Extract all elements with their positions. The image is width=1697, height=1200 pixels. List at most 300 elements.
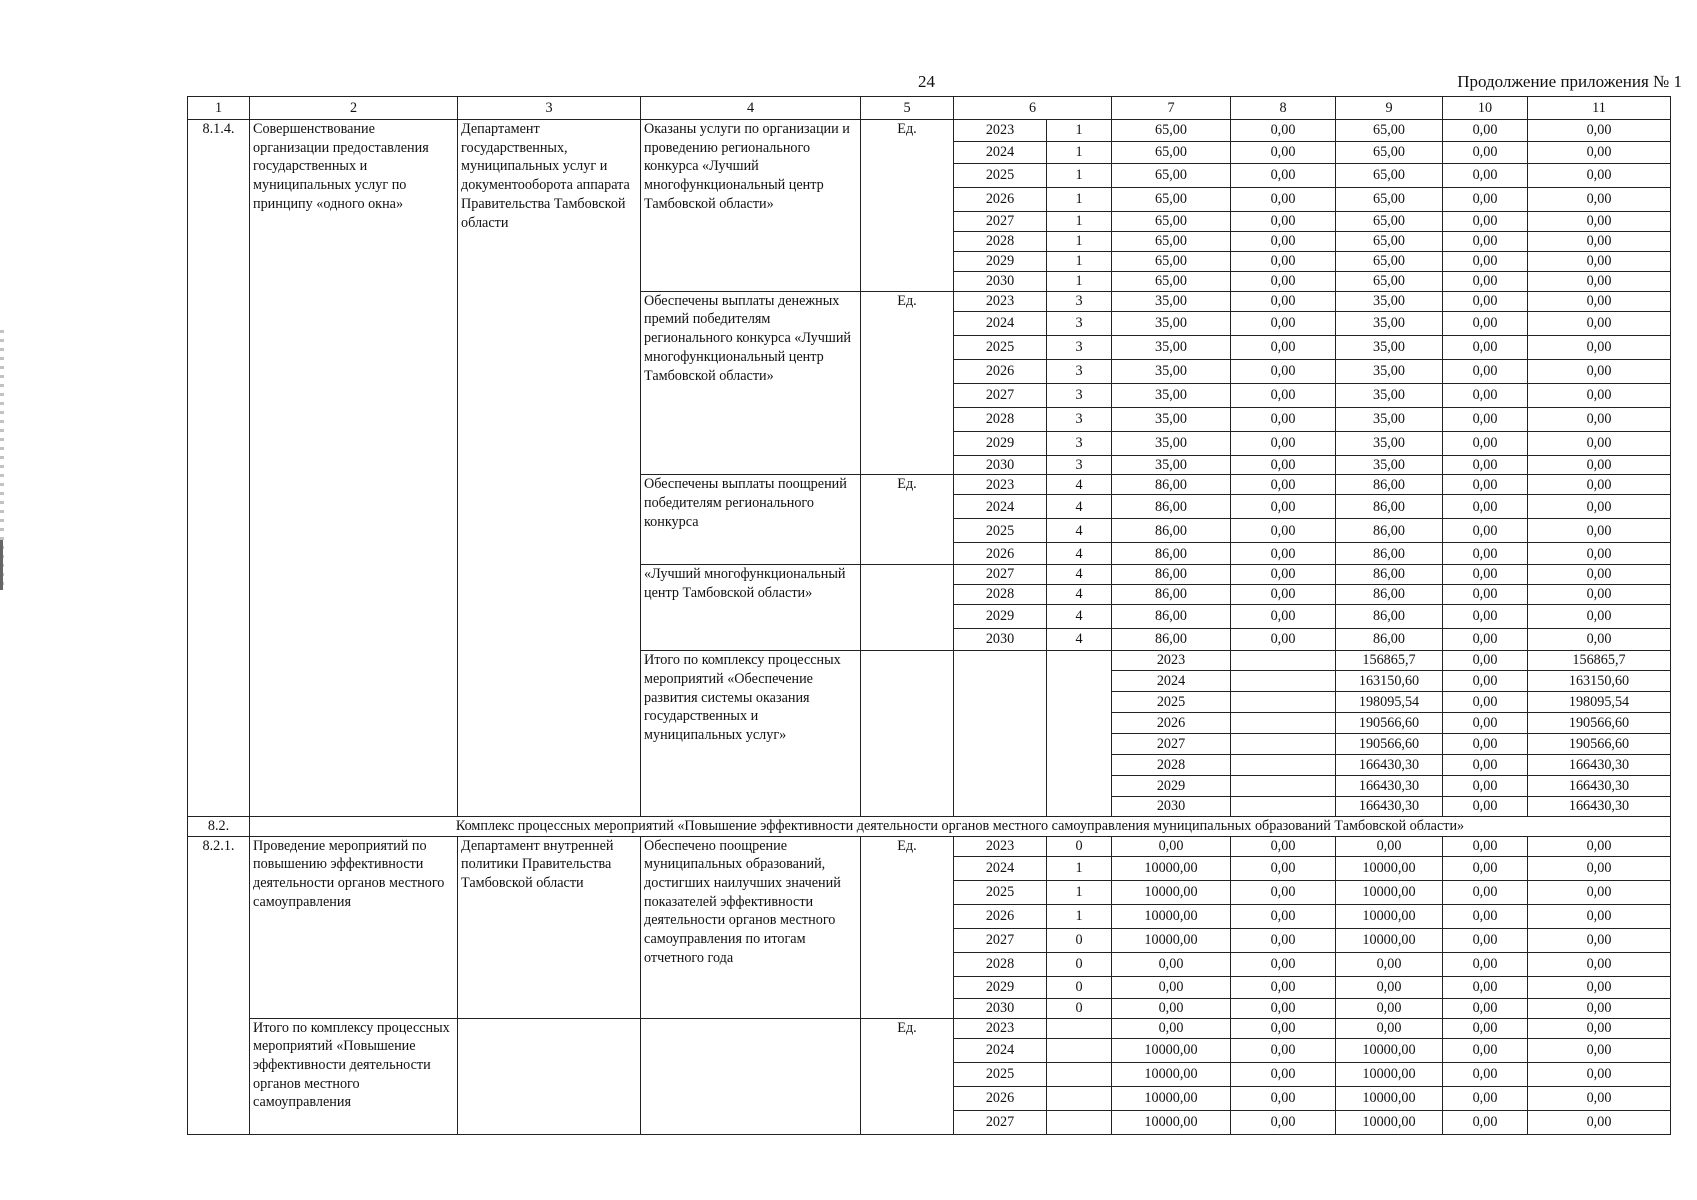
count-cell: 3 [1047,335,1112,359]
value-col7: 65,00 [1112,232,1231,252]
value-col9: 35,00 [1336,431,1443,455]
value-col11: 0,00 [1528,928,1671,952]
col-header: 8 [1231,97,1336,120]
scan-edge-mark [0,540,3,590]
value-col8: 0,00 [1231,407,1336,431]
year-cell: 2026 [954,1086,1047,1110]
value-col9: 166430,30 [1528,755,1671,776]
value-col8: 0,00 [1231,565,1336,585]
value-col11: 0,00 [1528,952,1671,976]
value-col7: 86,00 [1112,543,1231,565]
value-col8: 0,00 [1231,998,1336,1018]
year-cell: 2027 [954,1110,1047,1134]
table-row [188,120,1671,142]
count-cell [1047,1086,1112,1110]
value-col8: 0,00 [1443,671,1528,692]
value-col9: 35,00 [1336,383,1443,407]
value-col11: 0,00 [1528,1038,1671,1062]
value-col11: 0,00 [1528,1110,1671,1134]
table-row [188,836,1671,856]
year-cell: 2027 [954,383,1047,407]
value-col11: 0,00 [1528,904,1671,928]
value-col8: 0,00 [1231,880,1336,904]
value-col7: 190566,60 [1336,713,1443,734]
count-cell [1231,713,1336,734]
value-col7: 10000,00 [1112,1062,1231,1086]
section-title: Комплекс процессных мероприятий «Повышение эффективности деятельности органов местного самоуправления муниципальных образований Тамбовской области» [250,816,1671,836]
value-col10: 0,00 [1443,142,1528,164]
header-row [188,97,1671,120]
value-col8: 0,00 [1231,605,1336,629]
value-col8: 0,00 [1231,335,1336,359]
value-col8: 0,00 [1443,734,1528,755]
year-cell: 2024 [954,311,1047,335]
value-col7: 35,00 [1112,383,1231,407]
value-col9: 65,00 [1336,232,1443,252]
value-col8: 0,00 [1443,755,1528,776]
count-cell [1231,671,1336,692]
year-cell: 2030 [954,455,1047,475]
value-col9: 10000,00 [1336,904,1443,928]
value-col11: 0,00 [1528,383,1671,407]
count-cell: 3 [1047,407,1112,431]
value-col7: 35,00 [1112,311,1231,335]
value-col9: 35,00 [1336,335,1443,359]
value-col9: 0,00 [1336,836,1443,856]
year-cell: 2025 [954,335,1047,359]
activity-name: Совершенствование организации предоставления государственных и муниципальных услуг по принципу «одного окна» [250,120,458,817]
count-cell: 0 [1047,998,1112,1018]
value-col9: 35,00 [1336,291,1443,311]
count-cell: 1 [1047,120,1112,142]
value-col10: 0,00 [1443,1110,1528,1134]
count-cell: 4 [1047,519,1112,543]
value-col11: 0,00 [1528,252,1671,272]
activity-name: Проведение мероприятий по повышению эффективности деятельности органов местного самоуправления [250,836,458,1018]
year-cell: 2030 [1112,797,1231,817]
year-cell: 2023 [1112,651,1231,671]
value-col10: 0,00 [1443,998,1528,1018]
value-col8: 0,00 [1231,976,1336,998]
count-cell: 3 [1047,383,1112,407]
value-col10: 0,00 [1443,455,1528,475]
value-col10: 0,00 [1443,272,1528,292]
value-col9: 10000,00 [1336,928,1443,952]
value-col9: 86,00 [1336,543,1443,565]
table-row [188,1018,1671,1038]
value-col8: 0,00 [1231,272,1336,292]
count-cell: 4 [1047,565,1112,585]
value-col9: 166430,30 [1528,797,1671,817]
value-col8: 0,00 [1231,142,1336,164]
empty-cell [1047,651,1112,817]
value-col7: 86,00 [1112,585,1231,605]
value-col8: 0,00 [1231,952,1336,976]
value-col11: 0,00 [1528,1062,1671,1086]
result-text: Оказаны услуги по организации и проведению регионального конкурса «Лучший многофункциональный центр Тамбовской области» [641,120,861,292]
year-cell: 2029 [954,605,1047,629]
year-cell: 2023 [954,1018,1047,1038]
value-col8: 0,00 [1443,713,1528,734]
count-cell: 1 [1047,272,1112,292]
value-col7: 86,00 [1112,475,1231,495]
value-col10: 0,00 [1443,252,1528,272]
value-col9: 86,00 [1336,605,1443,629]
year-cell: 2028 [954,585,1047,605]
count-cell: 1 [1047,212,1112,232]
count-cell: 1 [1047,142,1112,164]
year-cell: 2024 [954,495,1047,519]
year-cell: 2023 [954,475,1047,495]
count-cell: 4 [1047,605,1112,629]
count-cell: 1 [1047,856,1112,880]
empty-cell [861,651,954,817]
count-cell: 3 [1047,455,1112,475]
value-col8: 0,00 [1231,252,1336,272]
year-cell: 2030 [954,272,1047,292]
value-col9: 156865,7 [1528,651,1671,671]
section-code: 8.2. [188,816,250,836]
year-cell: 2028 [954,232,1047,252]
value-col10: 0,00 [1443,976,1528,998]
value-col10: 0,00 [1443,291,1528,311]
value-col11: 0,00 [1528,605,1671,629]
year-cell: 2027 [954,565,1047,585]
value-col10: 0,00 [1443,407,1528,431]
count-cell: 1 [1047,880,1112,904]
value-col9: 65,00 [1336,142,1443,164]
year-cell: 2029 [954,976,1047,998]
year-cell: 2029 [954,431,1047,455]
value-col9: 86,00 [1336,629,1443,651]
value-col8: 0,00 [1231,585,1336,605]
value-col11: 0,00 [1528,495,1671,519]
value-col9: 190566,60 [1528,713,1671,734]
value-col11: 0,00 [1528,272,1671,292]
value-col10: 0,00 [1443,383,1528,407]
value-col10: 0,00 [1443,1038,1528,1062]
value-col11: 0,00 [1528,407,1671,431]
value-col9: 35,00 [1336,455,1443,475]
value-col10: 0,00 [1443,164,1528,188]
value-col9: 65,00 [1336,252,1443,272]
result-text: Обеспечены выплаты поощрений победителям регионального конкурса [641,475,861,565]
value-col9: 0,00 [1336,1018,1443,1038]
value-col7: 10000,00 [1112,904,1231,928]
value-col10: 0,00 [1443,856,1528,880]
value-col9: 65,00 [1336,188,1443,212]
value-col8: 0,00 [1231,856,1336,880]
year-cell: 2027 [1112,734,1231,755]
value-col8: 0,00 [1443,692,1528,713]
value-col8: 0,00 [1231,232,1336,252]
value-col10: 0,00 [1443,359,1528,383]
count-cell: 1 [1047,188,1112,212]
value-col7: 10000,00 [1112,1110,1231,1134]
value-col11: 0,00 [1528,519,1671,543]
value-col9: 65,00 [1336,272,1443,292]
value-col8: 0,00 [1231,519,1336,543]
value-col9: 163150,60 [1528,671,1671,692]
value-col11: 0,00 [1528,998,1671,1018]
value-col10: 0,00 [1443,605,1528,629]
value-col11: 0,00 [1528,880,1671,904]
count-cell [1231,692,1336,713]
value-col9: 65,00 [1336,212,1443,232]
value-col9: 86,00 [1336,475,1443,495]
value-col9: 86,00 [1336,565,1443,585]
result-text: Обеспечены выплаты денежных премий победителям регионального конкурса «Лучший многофункциональный центр Тамбовской области» [641,291,861,475]
count-cell: 4 [1047,585,1112,605]
col-header: 11 [1528,97,1671,120]
value-col9: 10000,00 [1336,1110,1443,1134]
count-cell [1047,1110,1112,1134]
section-row [188,816,1671,836]
value-col8: 0,00 [1231,431,1336,455]
year-cell: 2025 [954,164,1047,188]
unit-cell [861,565,954,651]
value-col8: 0,00 [1231,383,1336,407]
empty-cell [641,1018,861,1134]
value-col7: 10000,00 [1112,880,1231,904]
value-col7: 86,00 [1112,495,1231,519]
value-col8: 0,00 [1231,188,1336,212]
total-label: Итого по комплексу процессных мероприятий «Повышение эффективности деятельности органов местного самоуправления [250,1018,458,1134]
value-col9: 190566,60 [1528,734,1671,755]
value-col8: 0,00 [1231,291,1336,311]
count-cell: 4 [1047,495,1112,519]
year-cell: 2028 [954,407,1047,431]
value-col9: 10000,00 [1336,880,1443,904]
year-cell: 2026 [954,543,1047,565]
value-col9: 65,00 [1336,164,1443,188]
value-col7: 190566,60 [1336,734,1443,755]
value-col7: 156865,7 [1336,651,1443,671]
col-header: 2 [250,97,458,120]
year-cell: 2029 [1112,776,1231,797]
count-cell: 4 [1047,629,1112,651]
count-cell: 3 [1047,291,1112,311]
value-col10: 0,00 [1443,1018,1528,1038]
count-cell [1047,1018,1112,1038]
value-col10: 0,00 [1443,543,1528,565]
value-col8: 0,00 [1231,836,1336,856]
count-cell: 4 [1047,543,1112,565]
value-col7: 166430,30 [1336,797,1443,817]
value-col9: 10000,00 [1336,1038,1443,1062]
col-header: 4 [641,97,861,120]
value-col10: 0,00 [1443,431,1528,455]
col-header: 7 [1112,97,1231,120]
value-col8: 0,00 [1231,120,1336,142]
year-cell: 2025 [954,1062,1047,1086]
year-cell: 2025 [954,519,1047,543]
value-col11: 0,00 [1528,142,1671,164]
value-col7: 35,00 [1112,431,1231,455]
value-col7: 65,00 [1112,120,1231,142]
value-col11: 0,00 [1528,565,1671,585]
year-cell: 2028 [1112,755,1231,776]
value-col10: 0,00 [1443,585,1528,605]
value-col11: 0,00 [1528,455,1671,475]
program-table [187,96,1671,1135]
value-col8: 0,00 [1443,797,1528,817]
year-cell: 2027 [954,212,1047,232]
value-col8: 0,00 [1231,629,1336,651]
unit-cell: Ед. [861,120,954,292]
value-col10: 0,00 [1443,212,1528,232]
value-col7: 86,00 [1112,605,1231,629]
unit-cell: Ед. [861,836,954,1018]
count-cell [1047,1062,1112,1086]
value-col10: 0,00 [1443,1086,1528,1110]
year-cell: 2026 [954,904,1047,928]
value-col7: 10000,00 [1112,1086,1231,1110]
value-col11: 0,00 [1528,164,1671,188]
value-col8: 0,00 [1443,776,1528,797]
value-col7: 35,00 [1112,291,1231,311]
count-cell: 1 [1047,252,1112,272]
count-cell [1231,755,1336,776]
value-col8: 0,00 [1231,359,1336,383]
count-cell [1231,797,1336,817]
value-col8: 0,00 [1231,1086,1336,1110]
value-col11: 0,00 [1528,188,1671,212]
year-cell: 2025 [1112,692,1231,713]
value-col11: 0,00 [1528,212,1671,232]
value-col9: 65,00 [1336,120,1443,142]
value-col11: 0,00 [1528,291,1671,311]
value-col11: 0,00 [1528,976,1671,998]
value-col7: 0,00 [1112,976,1231,998]
year-cell: 2024 [1112,671,1231,692]
value-col8: 0,00 [1231,904,1336,928]
year-cell: 2026 [1112,713,1231,734]
value-col11: 0,00 [1528,856,1671,880]
unit-cell: Ед. [861,291,954,475]
value-col11: 0,00 [1528,335,1671,359]
value-col7: 35,00 [1112,407,1231,431]
unit-cell: Ед. [861,1018,954,1134]
value-col9: 35,00 [1336,311,1443,335]
value-col7: 0,00 [1112,998,1231,1018]
year-cell: 2028 [954,952,1047,976]
value-col7: 0,00 [1112,1018,1231,1038]
count-cell [1231,651,1336,671]
value-col7: 65,00 [1112,212,1231,232]
value-col7: 0,00 [1112,952,1231,976]
value-col7: 65,00 [1112,252,1231,272]
value-col11: 0,00 [1528,543,1671,565]
count-cell: 0 [1047,836,1112,856]
total-label: Итого по комплексу процессных мероприятий «Обеспечение развития системы оказания государственных и муниципальных услуг» [641,651,861,817]
value-col7: 163150,60 [1336,671,1443,692]
year-cell: 2024 [954,1038,1047,1062]
value-col9: 35,00 [1336,359,1443,383]
value-col10: 0,00 [1443,1062,1528,1086]
value-col7: 166430,30 [1336,776,1443,797]
count-cell [1231,776,1336,797]
value-col10: 0,00 [1443,952,1528,976]
value-col10: 0,00 [1443,519,1528,543]
col-header: 6 [954,97,1112,120]
value-col9: 0,00 [1336,998,1443,1018]
year-cell: 2030 [954,998,1047,1018]
value-col10: 0,00 [1443,904,1528,928]
value-col7: 166430,30 [1336,755,1443,776]
year-cell: 2026 [954,359,1047,383]
value-col11: 0,00 [1528,232,1671,252]
year-cell: 2026 [954,188,1047,212]
col-header: 1 [188,97,250,120]
value-col9: 10000,00 [1336,1086,1443,1110]
count-cell: 4 [1047,475,1112,495]
value-col9: 0,00 [1336,976,1443,998]
department-name: Департамент государственных, муниципальных услуг и документооборота аппарата Правительства Тамбовской области [458,120,641,817]
value-col11: 0,00 [1528,359,1671,383]
value-col8: 0,00 [1231,543,1336,565]
value-col7: 65,00 [1112,272,1231,292]
value-col11: 0,00 [1528,431,1671,455]
page-number: 24 [918,72,935,91]
value-col7: 35,00 [1112,359,1231,383]
result-text: Обеспечено поощрение муниципальных образований, достигших наилучших значений показателей эффективности деятельности органов местного самоуправления по итогам отчетного года [641,836,861,1018]
value-col11: 0,00 [1528,1018,1671,1038]
value-col7: 86,00 [1112,519,1231,543]
activity-code: 8.2.1. [188,836,250,1134]
value-col8: 0,00 [1231,1018,1336,1038]
value-col7: 65,00 [1112,188,1231,212]
col-header: 9 [1336,97,1443,120]
count-cell: 0 [1047,976,1112,998]
count-cell: 1 [1047,904,1112,928]
value-col11: 0,00 [1528,585,1671,605]
value-col9: 10000,00 [1336,1062,1443,1086]
value-col10: 0,00 [1443,495,1528,519]
count-cell [1231,734,1336,755]
year-cell: 2025 [954,880,1047,904]
value-col9: 35,00 [1336,407,1443,431]
value-col10: 0,00 [1443,120,1528,142]
count-cell: 1 [1047,232,1112,252]
count-cell: 0 [1047,952,1112,976]
value-col7: 35,00 [1112,335,1231,359]
value-col10: 0,00 [1443,232,1528,252]
year-cell: 2024 [954,142,1047,164]
value-col11: 0,00 [1528,836,1671,856]
value-col11: 0,00 [1528,475,1671,495]
value-col7: 0,00 [1112,836,1231,856]
value-col8: 0,00 [1231,1062,1336,1086]
year-cell: 2029 [954,252,1047,272]
result-text: «Лучший многофункциональный центр Тамбовской области» [641,565,861,651]
value-col8: 0,00 [1231,475,1336,495]
value-col9: 86,00 [1336,519,1443,543]
value-col7: 86,00 [1112,629,1231,651]
value-col9: 86,00 [1336,495,1443,519]
value-col10: 0,00 [1443,880,1528,904]
value-col11: 0,00 [1528,311,1671,335]
value-col9: 166430,30 [1528,776,1671,797]
col-header: 10 [1443,97,1528,120]
count-cell: 1 [1047,164,1112,188]
value-col8: 0,00 [1231,311,1336,335]
continuation-title: Продолжение приложения № 1 [1457,72,1682,91]
empty-cell [458,1018,641,1134]
value-col7: 10000,00 [1112,856,1231,880]
value-col11: 0,00 [1528,1086,1671,1110]
value-col10: 0,00 [1443,475,1528,495]
